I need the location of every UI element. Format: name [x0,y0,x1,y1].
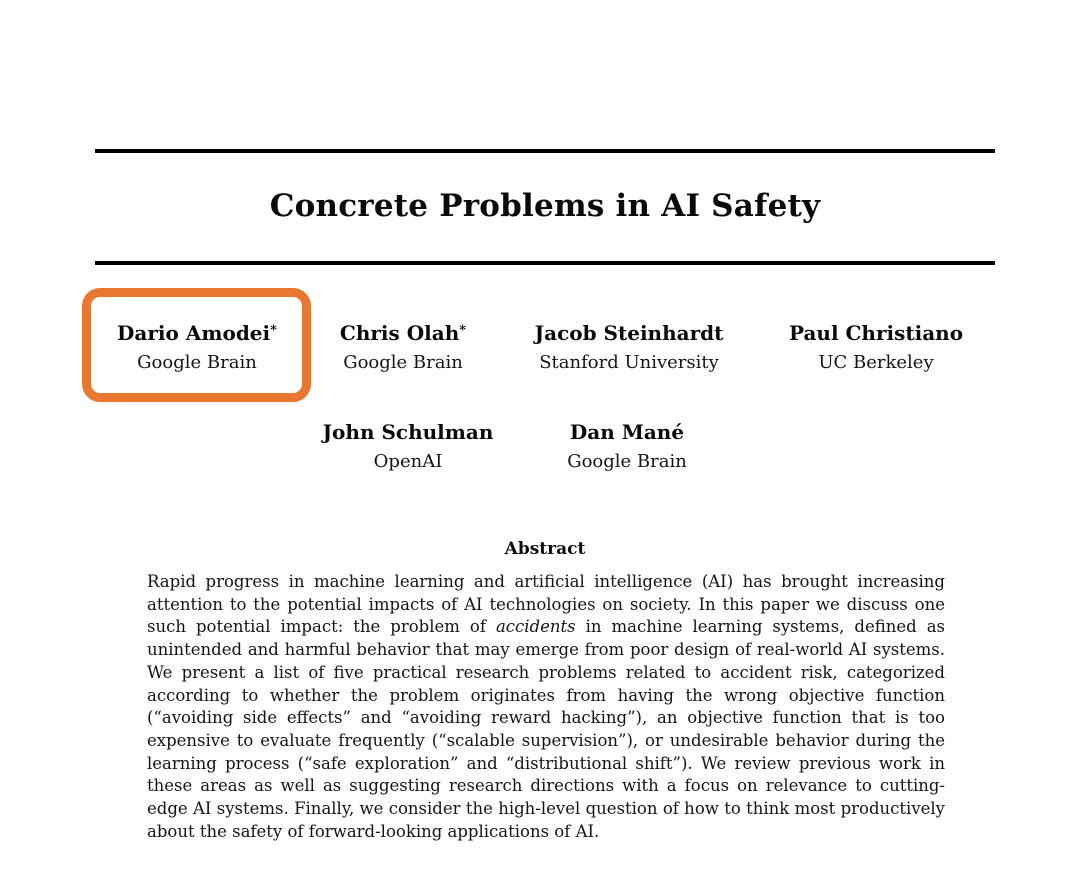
author-name-text: John Schulman [322,420,494,444]
author-affiliation: Google Brain [137,352,257,373]
title-rule-bottom [95,261,995,265]
author-name-text: Dan Mané [569,420,685,444]
author-name [535,318,724,348]
author-affiliation: OpenAI [373,451,443,472]
author-name [789,318,963,348]
author-chris-olah [340,318,466,378]
author-john-schulman [323,417,494,477]
abstract-segment: in machine learning systems, defined as unintended and harmful behavior that may emerge from poor design of real-world AI systems. We present a list of five practical research problems related to accident risk, categorized according to whether the problem originates from having the wrong objective function (“avoiding side effects” and “avoiding reward hacking”), an objective function that is too expensive to evaluate frequently (“scalable supervision”), or undesirable behavior during the learning process (“safe exploration” and “distributional shift”). We review previous work in these areas as well as suggesting research directions with a focus on relevance to cutting-edge AI systems. Finally, we consider the high-level question of how to think most productively about the safety of forward-looking applications of AI. [147,617,945,841]
abstract-text [147,571,945,843]
author-jacob-steinhardt [535,318,724,378]
title-rule-top [95,149,995,153]
author-name [117,318,277,348]
author-dan-mane [567,417,687,477]
author-asterisk: * [270,323,277,338]
author-dario-amodei [117,318,277,378]
author-name-text: Chris Olah [339,321,460,345]
abstract-segment-italic: accidents [495,617,576,637]
author-affiliation: Google Brain [567,451,687,472]
author-affiliation: UC Berkeley [818,352,934,373]
author-name-text: Jacob Steinhardt [534,321,724,345]
author-name [323,417,494,447]
author-name-text: Dario Amodei [117,321,271,345]
abstract-heading: Abstract [504,539,586,559]
author-name-text: Paul Christiano [788,321,964,345]
author-name [340,318,466,348]
author-name [567,417,687,447]
author-paul-christiano [789,318,963,378]
author-affiliation: Stanford University [539,352,719,373]
abstract-segment: Rapid progress in machine learning and artificial intelligence (AI) has brought increasing attention to the potential impacts of AI technologies on society. In this paper we discuss one such potential impact: the problem of [147,572,945,637]
author-asterisk: * [459,323,467,338]
paper-title: Concrete Problems in AI Safety [269,188,821,224]
author-affiliation: Google Brain [343,352,463,373]
